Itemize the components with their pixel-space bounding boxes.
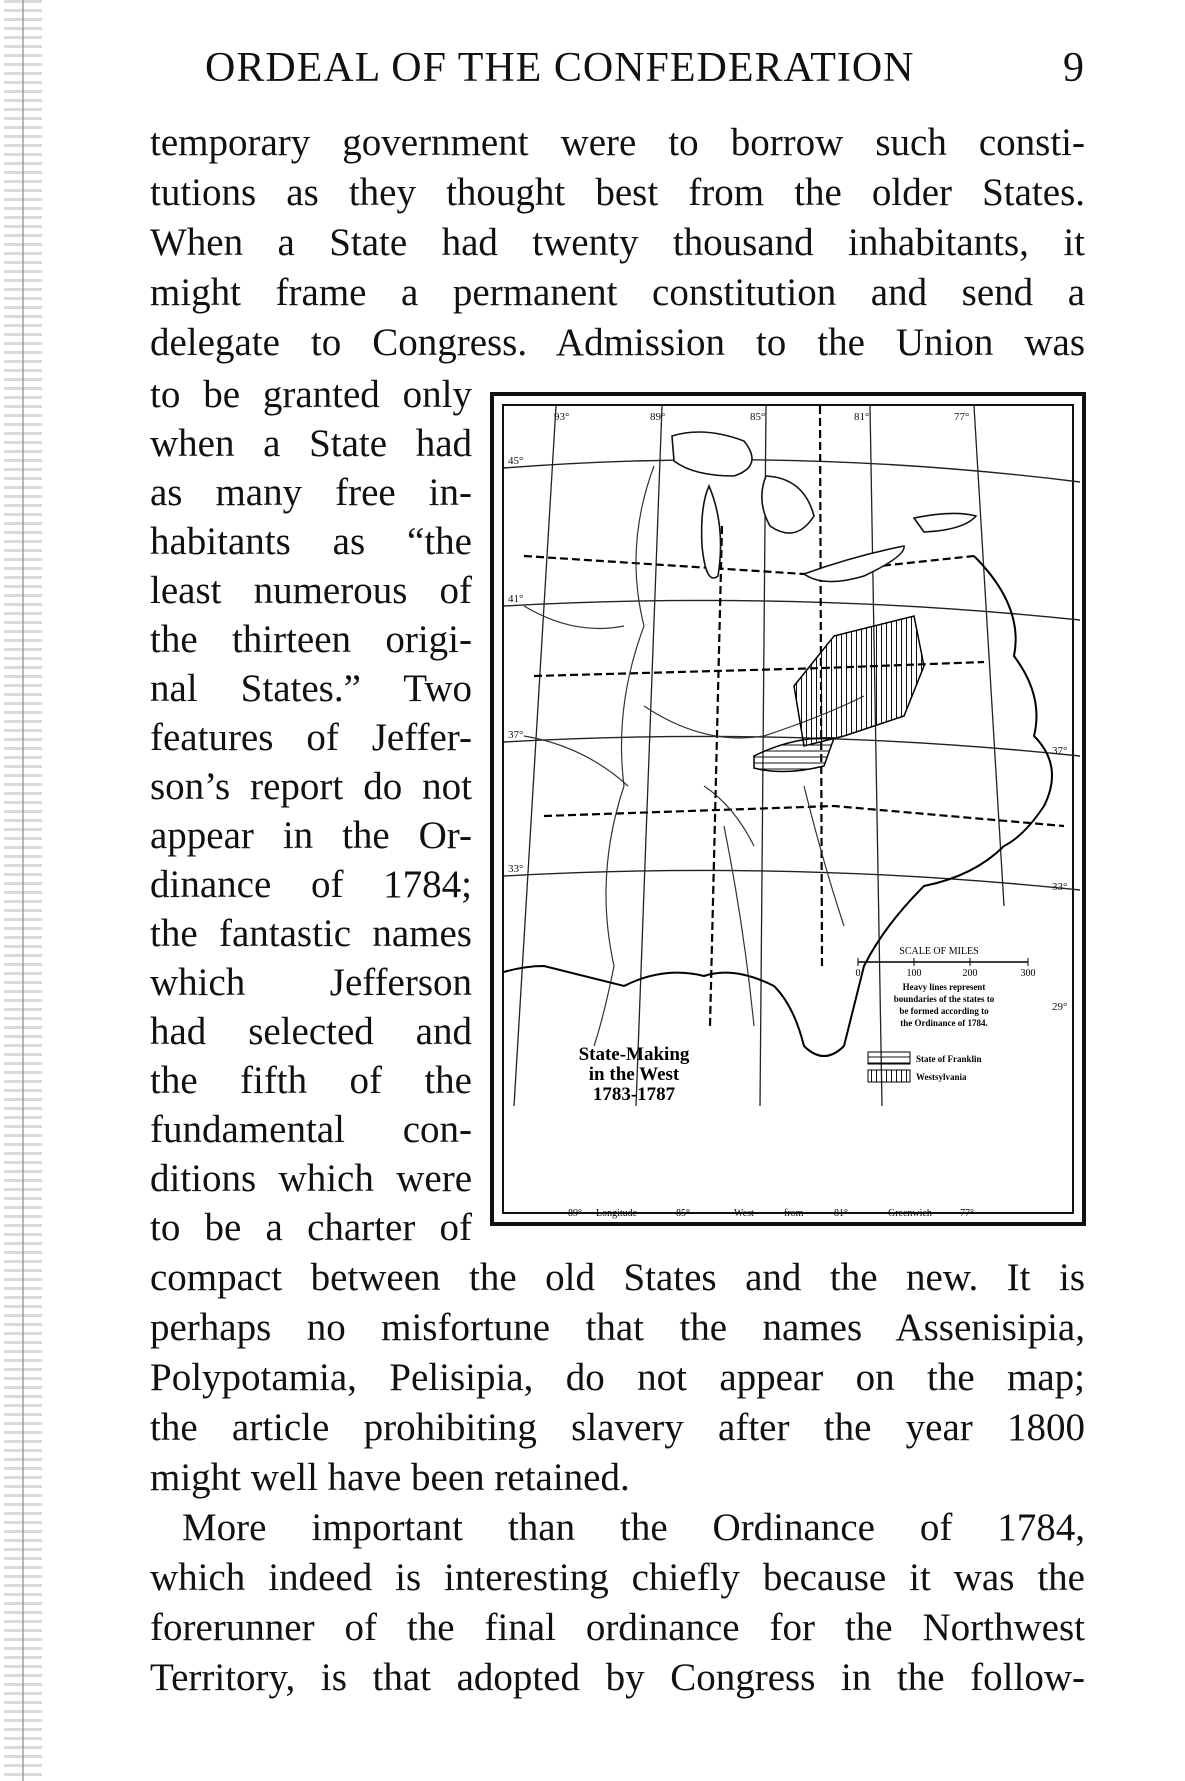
page-number: 9 [1063, 45, 1085, 91]
map-title [579, 1044, 690, 1105]
longitude-label: 89° [650, 411, 666, 423]
text-line: compact between the old States and the new. It is [150, 1256, 1085, 1299]
legend-swatch-franklin [868, 1052, 910, 1064]
latitude-33-line [504, 870, 1080, 890]
running-head-title: ORDEAL OF THE CONFEDERATION [205, 45, 915, 91]
coastline [504, 556, 1052, 1056]
note-line: the Ordinance of 1784. [900, 1018, 988, 1028]
axis-word: Greenwich [888, 1208, 932, 1219]
text-line: nal States.” Two [150, 667, 472, 710]
right-latitude-labels [1052, 745, 1067, 1013]
map-inner-border [502, 404, 1074, 1219]
great-lakes [672, 432, 976, 582]
latitude-45-line [504, 460, 1080, 482]
map-legend [868, 1052, 982, 1082]
axis-word: West [734, 1208, 754, 1219]
text-line: forerunner of the final ordinance for the Northwest [150, 1606, 1085, 1649]
text-line: the article prohibiting slavery after the year 1800 [150, 1406, 1085, 1449]
longitude-77-line [974, 406, 1004, 906]
longitude-label: 81° [834, 1208, 848, 1219]
lake-erie [804, 546, 904, 582]
latitude-label: 33° [1052, 881, 1068, 893]
text-line: the fantastic names [150, 912, 472, 955]
map-title-line: 1783-1787 [592, 1084, 676, 1105]
text-line: delegate to Congress. Admission to the Union was [150, 321, 1085, 364]
map-title-line: in the West [588, 1064, 680, 1085]
legend-label: State of Franklin [916, 1054, 982, 1064]
text-line: features of Jeffer- [150, 716, 472, 759]
latitude-label: 37° [508, 729, 524, 741]
text-line: Polypotamia, Pelisipia, do not appear on the map; [150, 1356, 1085, 1399]
top-longitude-labels [554, 411, 969, 423]
latitude-labels [508, 455, 523, 875]
lake-superior [672, 432, 752, 476]
longitude-label: 85° [676, 1208, 690, 1219]
longitude-81-line [870, 406, 882, 1106]
text-line: When a State had twenty thousand inhabitants, it [150, 221, 1085, 264]
text-line: when a State had [150, 422, 472, 465]
scale-label: 300 [1020, 968, 1036, 979]
mississippi-river [594, 466, 654, 1046]
scale-of-miles [856, 946, 1036, 979]
text-line: might well have been retained. [150, 1456, 630, 1499]
scan-gutter-line [22, 0, 24, 1781]
text-line: had selected and [150, 1010, 472, 1053]
legend-label: Westsylvania [916, 1072, 967, 1082]
alabama-river [724, 826, 754, 1026]
map-svg [504, 406, 1080, 1220]
latitude-label: 45° [508, 455, 524, 467]
bottom-longitude-labels [568, 1208, 974, 1219]
text-line: the thirteen origi- [150, 618, 472, 661]
scale-label: 200 [962, 968, 978, 979]
text-line: to be a charter of [150, 1206, 472, 1249]
text-line: might frame a permanent constitution and send a [150, 271, 1085, 314]
note-line: be formed according to [899, 1006, 989, 1016]
text-line: which indeed is interesting chiefly because it was the [150, 1556, 1085, 1599]
latitude-label: 29° [1052, 1001, 1068, 1013]
map-note [894, 982, 995, 1028]
lake-huron [762, 476, 814, 533]
boundary-line [524, 556, 974, 574]
scale-title: SCALE OF MILES [899, 946, 979, 957]
longitude-label: 77° [954, 411, 970, 423]
missouri-river [524, 606, 624, 629]
latitude-label: 41° [508, 593, 524, 605]
lake-michigan [702, 486, 721, 578]
scale-label: 0 [855, 968, 861, 979]
scale-label: 100 [906, 968, 922, 979]
axis-word: from [784, 1208, 804, 1219]
longitude-label: 77° [960, 1208, 974, 1219]
latitude-41-line [504, 600, 1080, 620]
text-line: son’s report do not [150, 765, 472, 808]
map-title-line: State-Making [578, 1044, 690, 1065]
axis-word: Longitude [596, 1208, 638, 1219]
text-line: as many free in- [150, 471, 472, 514]
legend-swatch-westsylvania [868, 1070, 910, 1082]
text-line: appear in the Or- [150, 814, 472, 857]
boundary-line [544, 806, 1064, 826]
tennessee-river [704, 786, 754, 846]
longitude-label: 85° [750, 411, 766, 423]
westsylvania-area [794, 616, 924, 746]
franklin-area [754, 738, 834, 772]
text-line: Territory, is that adopted by Congress in the follow- [150, 1656, 1085, 1699]
text-line: More important than the Ordinance of 1784, [182, 1506, 1085, 1549]
note-line: Heavy lines represent [902, 982, 986, 992]
arkansas-river [524, 736, 628, 786]
text-line: least numerous of [150, 569, 472, 612]
text-line: temporary government were to borrow such consti- [150, 121, 1085, 164]
latitude-label: 33° [508, 863, 524, 875]
text-line: perhaps no misfortune that the names Assenisipia, [150, 1306, 1085, 1349]
text-line: tutions as they thought best from the older States. [150, 171, 1085, 214]
text-line: the fifth of the [150, 1059, 472, 1102]
longitude-label: 93° [554, 411, 570, 423]
running-header [205, 44, 1085, 100]
longitude-93-line [514, 406, 556, 1106]
text-line: ditions which were [150, 1157, 472, 1200]
text-line: to be granted only [150, 373, 472, 416]
lake-ontario [914, 513, 976, 532]
longitude-label: 81° [854, 411, 870, 423]
text-line: dinance of 1784; [150, 863, 472, 906]
text-line: which Jefferson [150, 961, 472, 1004]
longitude-label: 89° [568, 1208, 582, 1219]
longitude-89-line [636, 406, 662, 1106]
text-line: fundamental con- [150, 1108, 472, 1151]
latitude-label: 37° [1052, 745, 1068, 757]
map-figure [490, 392, 1086, 1226]
note-line: boundaries of the states to [893, 994, 995, 1004]
text-line: habitants as “the [150, 520, 472, 563]
